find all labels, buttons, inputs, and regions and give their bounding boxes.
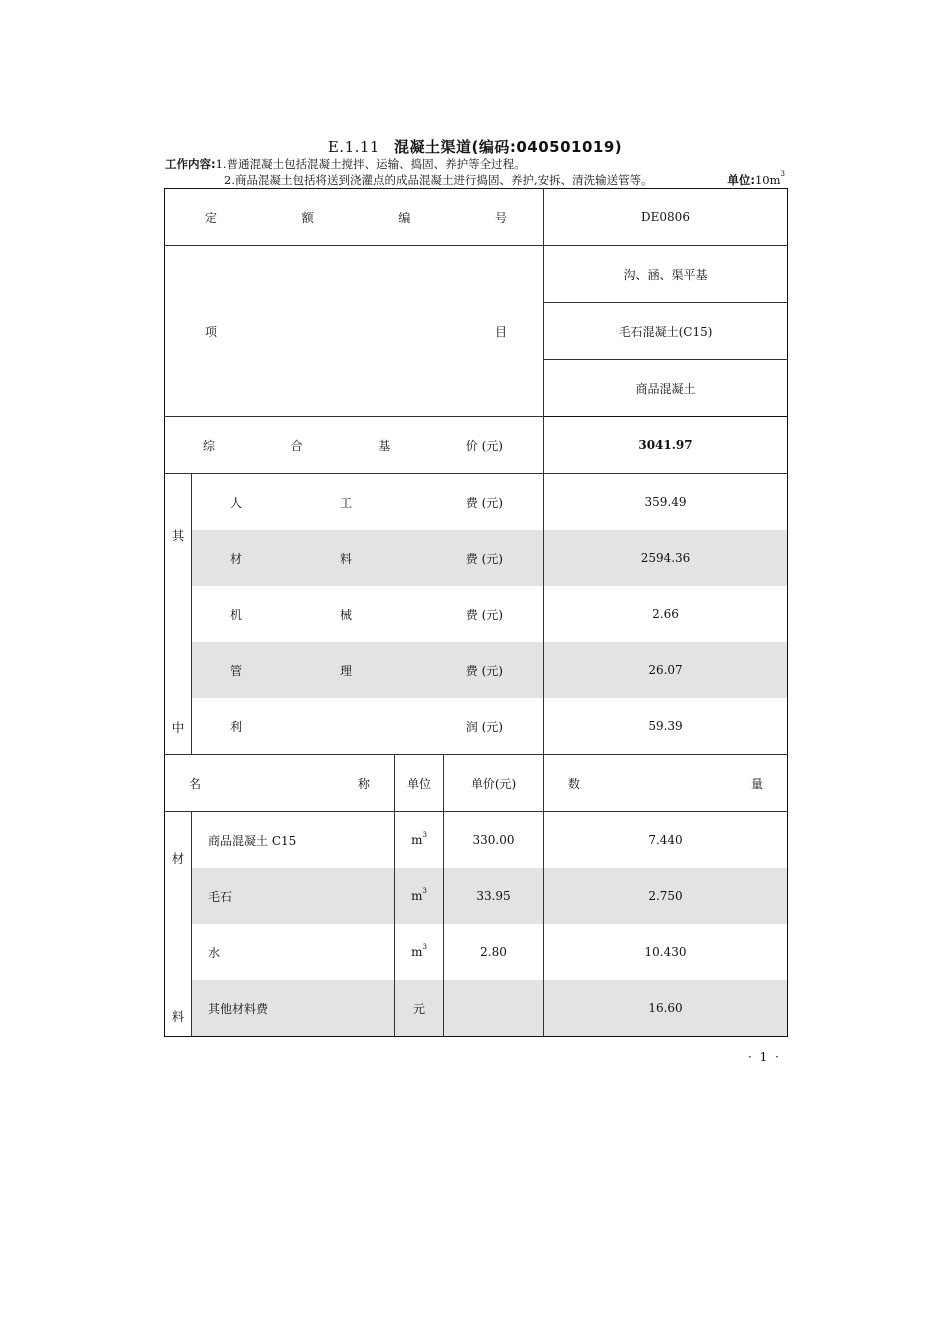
- material-row: [165, 812, 788, 869]
- cost-unit: (元): [481, 719, 503, 734]
- materials-qty-header: [544, 755, 788, 812]
- unit-value: 10m: [754, 173, 781, 187]
- quota-table: [164, 188, 788, 1037]
- document-title: [0, 136, 950, 157]
- total-char: 综: [203, 438, 216, 453]
- material-unit-text: m: [411, 833, 423, 847]
- material-qty: 16.60: [648, 1001, 683, 1015]
- material-unit-sup: 3: [422, 943, 427, 951]
- cost-char: 理: [340, 663, 353, 678]
- item-line-2: 毛石混凝土(C15): [544, 303, 788, 360]
- quota-char: 号: [494, 210, 507, 225]
- material-unit-text: 元: [412, 1001, 425, 1016]
- title-name: 混凝土渠道(编码:040501019): [393, 138, 623, 156]
- cost-value: 59.39: [544, 698, 788, 755]
- cost-label: [192, 642, 544, 698]
- row-total-price: [165, 417, 788, 474]
- total-char: 合: [290, 438, 303, 453]
- row-item: [165, 246, 788, 303]
- work-content-text-1: 1.普通混凝土包括混凝土搅拌、运输、捣固、养护等全过程。: [215, 157, 526, 171]
- material-unit-sup: 3: [422, 831, 427, 839]
- material-unit-text: m: [411, 945, 423, 959]
- cost-char: 利: [230, 719, 243, 734]
- material-unit: [395, 980, 444, 1037]
- quota-char: 额: [301, 210, 314, 225]
- item-char: 目: [494, 324, 507, 339]
- cost-char: 润: [465, 719, 478, 734]
- work-content-line-2: [224, 172, 653, 188]
- quota-char: 定: [205, 210, 218, 225]
- materials-price-header: 单价(元): [444, 755, 544, 812]
- unit-label-text: 单位:: [727, 173, 755, 187]
- total-unit: (元): [481, 438, 503, 453]
- item-char: 项: [205, 324, 218, 339]
- row-quota-number: [165, 189, 788, 246]
- material-unit: [395, 812, 444, 869]
- cost-char: 材: [230, 551, 243, 566]
- cost-value: 2594.36: [640, 551, 691, 565]
- cost-value: 359.49: [644, 495, 687, 509]
- cost-value: 26.07: [648, 663, 683, 677]
- materials-header-row: [165, 755, 788, 812]
- quota-number-value: DE0806: [544, 189, 788, 246]
- cost-label: [192, 698, 544, 755]
- total-price-value: 3041.97: [544, 417, 788, 474]
- material-price: 33.95: [444, 868, 544, 924]
- item-label: [165, 246, 544, 417]
- material-price: 2.80: [444, 924, 544, 980]
- material-qty: 10.430: [644, 945, 687, 959]
- cost-row: [165, 474, 788, 531]
- material-unit: [395, 924, 444, 980]
- cost-value: 2.66: [652, 607, 679, 621]
- material-qty: 7.440: [648, 833, 683, 847]
- unit-label: [727, 172, 785, 188]
- material-row: [165, 868, 788, 924]
- cost-char: 费: [465, 551, 478, 566]
- material-qty: 2.750: [648, 889, 683, 903]
- cost-char: 机: [230, 607, 243, 622]
- total-price-label: [165, 417, 544, 474]
- material-name: 毛石: [192, 868, 395, 924]
- page-number: · 1 ·: [748, 1050, 781, 1064]
- cost-label: [192, 530, 544, 586]
- material-row: [165, 980, 788, 1037]
- side-char: 其: [171, 528, 185, 543]
- cost-unit: (元): [481, 551, 503, 566]
- cost-unit: (元): [481, 495, 503, 510]
- material-name: 商品混凝土 C15: [192, 812, 395, 869]
- materials-unit-header: 单位: [395, 755, 444, 812]
- cost-char: 费: [465, 663, 478, 678]
- side-char: 材: [171, 851, 185, 866]
- quota-char: 编: [398, 210, 411, 225]
- cost-char: 管: [230, 663, 243, 678]
- header-char: 名: [189, 776, 202, 791]
- material-row: [165, 924, 788, 980]
- materials-name-header: [165, 755, 395, 812]
- side-char: 料: [171, 1009, 185, 1024]
- material-price: 330.00: [444, 812, 544, 869]
- cost-char: 人: [230, 495, 243, 510]
- cost-char: 费: [465, 495, 478, 510]
- materials-side-label: [165, 812, 192, 1037]
- header-char: 数: [568, 776, 581, 791]
- material-unit-text: m: [411, 889, 423, 903]
- item-line-3: 商品混凝土: [544, 360, 788, 417]
- work-content-text-2: 2.商品混凝土包括将送到浇灌点的成品混凝土进行捣固、养护,安拆、清洗输送管等。: [224, 173, 653, 187]
- header-char: 称: [357, 776, 370, 791]
- cost-label: [192, 586, 544, 642]
- material-price: [444, 980, 544, 1037]
- material-name: 其他材料费: [192, 980, 395, 1037]
- item-line-1: 沟、涵、渠平基: [544, 246, 788, 303]
- material-name: 水: [192, 924, 395, 980]
- title-code: E.1.11: [327, 138, 380, 156]
- header-char: 量: [750, 776, 763, 791]
- total-char: 价: [465, 438, 478, 453]
- cost-row: [165, 586, 788, 642]
- cost-char: 工: [340, 495, 353, 510]
- side-char: 中: [171, 720, 185, 735]
- cost-row: [165, 642, 788, 698]
- total-char-unit: [466, 437, 503, 454]
- quota-number-label: [165, 189, 544, 246]
- work-content-label: 工作内容:: [165, 157, 216, 171]
- costs-side-label: [165, 474, 192, 755]
- cost-label: [192, 474, 544, 531]
- work-content-line-1: [165, 156, 526, 172]
- cost-unit: (元): [481, 607, 503, 622]
- cost-row: [165, 530, 788, 586]
- cost-char: 料: [340, 551, 353, 566]
- cost-unit: (元): [481, 663, 503, 678]
- total-char: 基: [378, 438, 391, 453]
- material-unit: [395, 868, 444, 924]
- cost-char: 械: [340, 607, 353, 622]
- cost-row: [165, 698, 788, 755]
- material-unit-sup: 3: [422, 887, 427, 895]
- cost-char: 费: [465, 607, 478, 622]
- unit-sup: 3: [780, 170, 785, 178]
